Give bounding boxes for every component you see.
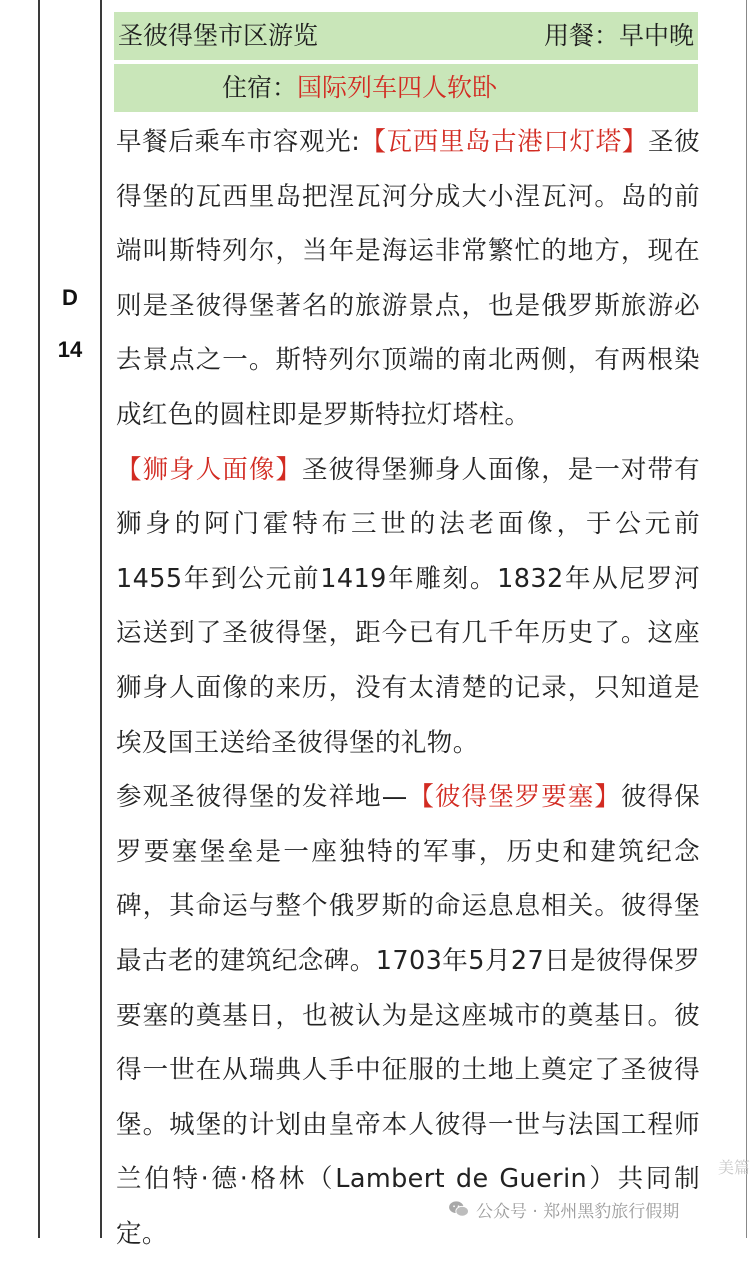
watermark-source bbox=[448, 1196, 679, 1222]
paragraph-intro: 早餐后乘车市容观光: bbox=[116, 127, 361, 157]
header-row-title bbox=[114, 12, 698, 60]
day-header bbox=[114, 12, 698, 112]
meals-info bbox=[544, 12, 694, 60]
attraction-lighthouse: 【瓦西里岛古港口灯塔】 bbox=[360, 127, 648, 157]
meals-label: 用餐： bbox=[543, 21, 619, 50]
table-border-day-column bbox=[100, 0, 102, 1238]
lodging-label: 住宿： bbox=[222, 73, 298, 102]
paragraph-lighthouse bbox=[116, 115, 700, 443]
attraction-sphinx: 【狮身人面像】 bbox=[116, 454, 303, 485]
day-label-number: 14 bbox=[57, 337, 83, 362]
watermark-side: 美篇 bbox=[717, 1158, 750, 1177]
lodging-info bbox=[222, 64, 497, 112]
table-border-right bbox=[746, 0, 747, 1238]
paragraph-body: 圣彼得堡的瓦西里岛把涅瓦河分成大小涅瓦河。岛的前端叫斯特列尔，当年是海运非常繁忙的地方，现在则是圣彼得堡著名的旅游景点，也是俄罗斯旅游必去景点之一。斯特列尔顶端的南北两侧，有两根染成红色的圆柱即是罗斯特拉灯塔柱。 bbox=[116, 127, 700, 430]
lodging-value: 国际列车四人软卧 bbox=[297, 73, 498, 102]
paragraph-body: 圣彼得堡狮身人面像，是一对带有狮身的阿门霍特布三世的法老面像，于公元前1455年到公元前1419年雕刻。1832年从尼罗河运送到了圣彼得堡，距今已有几千年历史了。这座狮身人面像的来历，没有太清楚的记录，只知道是埃及国王送给圣彼得堡的礼物。 bbox=[116, 454, 700, 758]
paragraph-fortress bbox=[116, 770, 700, 1261]
meals-value: 早中晚 bbox=[618, 21, 694, 50]
day-title: 圣彼得堡市区游览 bbox=[118, 21, 319, 50]
wechat-icon bbox=[448, 1200, 470, 1218]
watermark-source-text: 公众号 · 郑州黑豹旅行假期 bbox=[476, 1201, 680, 1222]
itinerary-description bbox=[116, 115, 700, 1261]
table-border-left bbox=[38, 0, 40, 1238]
paragraph-intro: 参观圣彼得堡的发祥地— bbox=[116, 782, 408, 813]
day-number-cell bbox=[40, 272, 100, 376]
header-row-lodging bbox=[114, 64, 698, 112]
attraction-fortress: 【彼得堡罗要塞】 bbox=[407, 782, 621, 813]
paragraph-sphinx bbox=[116, 443, 700, 771]
day-label-letter: D bbox=[62, 285, 78, 310]
paragraph-body: 彼得保罗要塞堡垒是一座独特的军事，历史和建筑纪念碑，其命运与整个俄罗斯的命运息息相关。彼得堡最古老的建筑纪念碑。1703年5月27日是彼得保罗要塞的奠基日，也被认为是这座城市的奠基日。彼得一世在从瑞典人手中征服的土地上奠定了圣彼得堡。城堡的计划由皇帝本人彼得一世与法国工程师兰伯特·德·格林（Lambert de Guerin）共同制定。 bbox=[116, 782, 701, 1249]
